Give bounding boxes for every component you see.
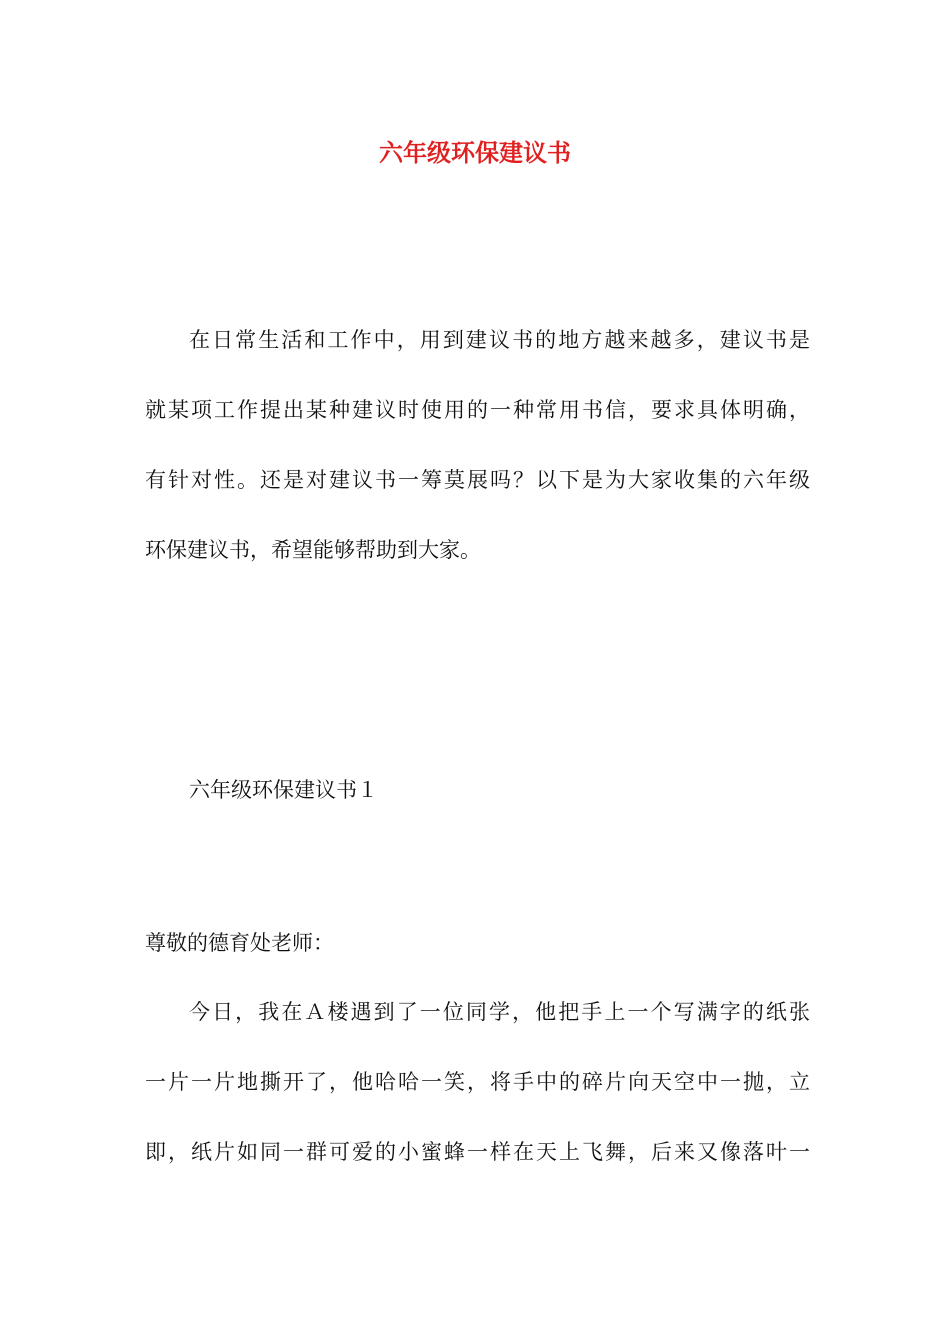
salutation: 尊敬的德育处老师： [145, 931, 334, 955]
intro-line: 有针对性。还是对建议书一筹莫展吗？以下是为大家收集的六年级 [145, 468, 810, 492]
body-paragraph [145, 977, 810, 1187]
body-line: 今日，我在Ａ楼遇到了一位同学，他把手上一个写满字的纸张 [189, 1000, 810, 1024]
document-title: 六年级环保建议书 [379, 138, 571, 167]
section-heading: 六年级环保建议书１ [189, 778, 378, 802]
intro-paragraph [145, 305, 810, 585]
intro-line: 环保建议书，希望能够帮助到大家。 [145, 538, 481, 562]
body-line: 一片一片地撕开了，他哈哈一笑，将手中的碎片向天空中一抛，立 [145, 1070, 810, 1094]
intro-line: 在日常生活和工作中，用到建议书的地方越来越多，建议书是 [189, 328, 810, 352]
body-line: 即，纸片如同一群可爱的小蜜蜂一样在天上飞舞，后来又像落叶一 [145, 1140, 810, 1164]
intro-line: 就某项工作提出某种建议时使用的一种常用书信，要求具体明确， [145, 398, 810, 422]
